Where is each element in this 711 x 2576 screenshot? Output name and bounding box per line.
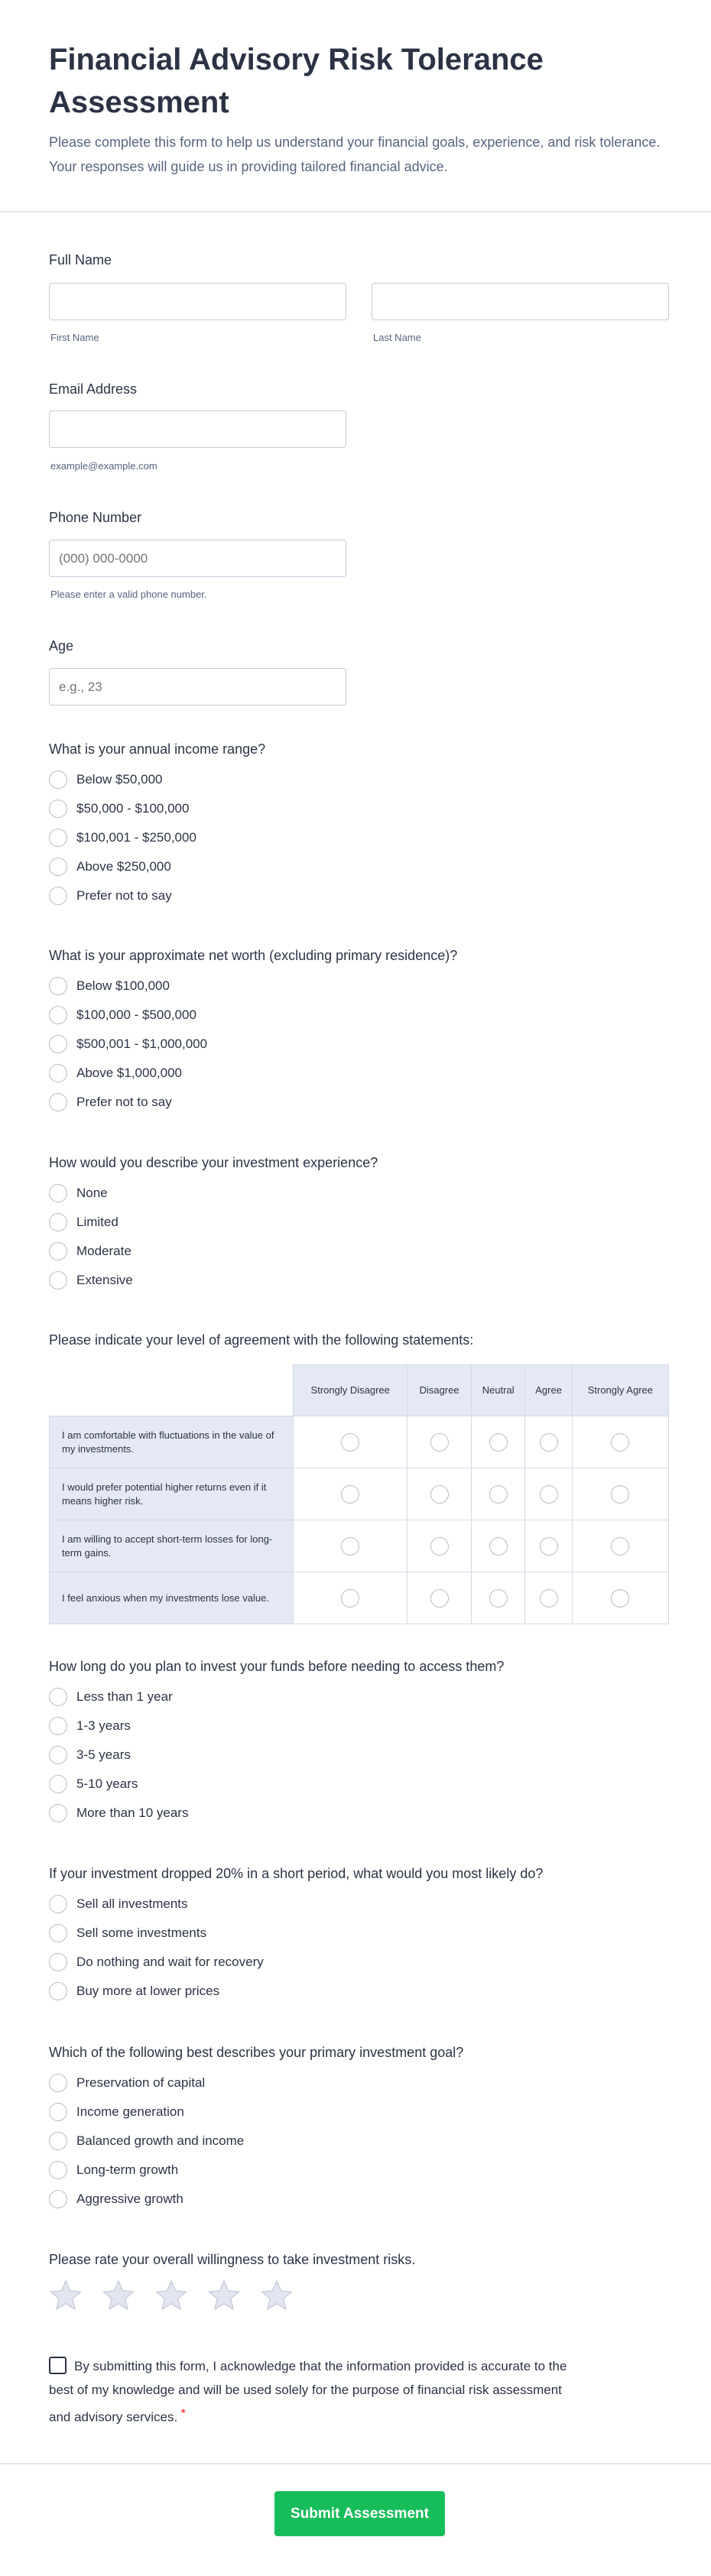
- phone-input[interactable]: [49, 540, 346, 577]
- radio-button[interactable]: [49, 1804, 67, 1822]
- star-icon[interactable]: [154, 2279, 188, 2312]
- rating-question: Please rate your overall willingness to take investment risks.: [49, 2252, 416, 2267]
- star-icon[interactable]: [102, 2279, 135, 2312]
- radio-button[interactable]: [611, 1589, 629, 1608]
- question-label: What is your annual income range?: [49, 741, 266, 757]
- net-worth-question: [49, 947, 457, 1117]
- email-helper: example@example.com: [50, 460, 157, 472]
- horizon-question: [49, 1658, 504, 1828]
- option-label: Sell all investments: [76, 1896, 188, 1911]
- radio-button[interactable]: [341, 1589, 359, 1608]
- radio-option[interactable]: [49, 2156, 463, 2185]
- consent-block: [49, 2354, 584, 2429]
- question-label: How long do you plan to invest your funds before needing to access them?: [49, 1659, 505, 1674]
- radio-button[interactable]: [49, 2132, 67, 2150]
- radio-button[interactable]: [49, 1242, 67, 1260]
- radio-option[interactable]: [49, 852, 265, 881]
- age-input[interactable]: [49, 668, 346, 706]
- radio-option[interactable]: [49, 1682, 504, 1711]
- radio-button[interactable]: [49, 1953, 67, 1971]
- radio-button[interactable]: [341, 1485, 359, 1504]
- matrix-column-header: Neutral: [471, 1365, 525, 1416]
- radio-button[interactable]: [49, 1213, 67, 1231]
- matrix-cell[interactable]: [572, 1416, 668, 1468]
- radio-option[interactable]: [49, 1919, 543, 1948]
- option-label: Above $1,000,000: [76, 1066, 183, 1080]
- radio-button[interactable]: [341, 1537, 359, 1556]
- page-title: Financial Advisory Risk Tolerance Assessment: [49, 43, 544, 119]
- radio-button[interactable]: [49, 1184, 67, 1202]
- radio-button[interactable]: [49, 2161, 67, 2179]
- radio-button[interactable]: [49, 858, 67, 876]
- radio-button[interactable]: [49, 977, 67, 995]
- radio-button[interactable]: [49, 1688, 67, 1706]
- radio-button[interactable]: [430, 1433, 449, 1452]
- option-label: Above $250,000: [76, 859, 171, 874]
- matrix-cell[interactable]: [471, 1572, 525, 1624]
- radio-button[interactable]: [49, 1775, 67, 1793]
- matrix-cell[interactable]: [471, 1520, 525, 1572]
- radio-option[interactable]: [49, 1711, 504, 1741]
- radio-button[interactable]: [49, 1006, 67, 1024]
- radio-option[interactable]: [49, 2185, 463, 2214]
- option-label: Buy more at lower prices: [76, 1984, 220, 1998]
- radio-option[interactable]: [49, 2097, 463, 2127]
- matrix-statement: I would prefer potential higher returns even if it means higher risk.: [50, 1468, 294, 1520]
- matrix-column-header: Disagree: [407, 1365, 472, 1416]
- consent-checkbox[interactable]: [49, 2357, 67, 2374]
- matrix-corner: [50, 1365, 294, 1416]
- matrix-cell[interactable]: [572, 1468, 668, 1520]
- radio-option[interactable]: [49, 1088, 457, 1117]
- matrix-column-header: Strongly Agree: [572, 1365, 668, 1416]
- radio-option[interactable]: [49, 1266, 378, 1295]
- option-label: Income generation: [76, 2104, 184, 2119]
- option-label: $50,000 - $100,000: [76, 801, 190, 816]
- email-input[interactable]: [49, 410, 346, 448]
- goal-question: [49, 2044, 463, 2214]
- radio-option[interactable]: [49, 1948, 543, 1977]
- matrix-statement: I feel anxious when my investments lose value.: [50, 1572, 294, 1624]
- radio-option[interactable]: [49, 1977, 543, 2006]
- star-icon[interactable]: [207, 2279, 241, 2312]
- radio-button[interactable]: [49, 1746, 67, 1764]
- matrix-cell[interactable]: [572, 1572, 668, 1624]
- header-divider: [0, 211, 711, 213]
- option-label: Less than 1 year: [76, 1689, 173, 1704]
- option-label: $100,001 - $250,000: [76, 830, 196, 845]
- matrix-row: [50, 1520, 669, 1572]
- radio-button[interactable]: [49, 829, 67, 847]
- radio-button[interactable]: [341, 1433, 359, 1452]
- option-label: None: [76, 1186, 108, 1200]
- radio-button[interactable]: [611, 1485, 629, 1504]
- matrix-cell[interactable]: [407, 1468, 472, 1520]
- radio-button[interactable]: [540, 1433, 558, 1452]
- matrix-column-header: Agree: [525, 1365, 572, 1416]
- radio-button[interactable]: [489, 1433, 508, 1452]
- matrix-cell[interactable]: [525, 1572, 572, 1624]
- star-rating: [49, 2279, 313, 2312]
- option-label: $500,001 - $1,000,000: [76, 1037, 208, 1051]
- full-name-label: Full Name: [49, 252, 112, 268]
- matrix-cell[interactable]: [407, 1572, 472, 1624]
- option-label: Sell some investments: [76, 1926, 207, 1940]
- question-label: How would you describe your investment experience?: [49, 1155, 378, 1170]
- matrix-row: [50, 1468, 669, 1520]
- radio-option[interactable]: [49, 881, 265, 910]
- phone-label: Phone Number: [49, 510, 142, 525]
- radio-button[interactable]: [49, 771, 67, 789]
- option-label: Below $100,000: [76, 978, 170, 993]
- radio-button[interactable]: [49, 800, 67, 818]
- matrix-cell[interactable]: [572, 1520, 668, 1572]
- star-icon[interactable]: [260, 2279, 294, 2312]
- radio-button[interactable]: [49, 1271, 67, 1290]
- submit-button[interactable]: Submit Assessment: [274, 2491, 445, 2536]
- matrix-cell[interactable]: [407, 1416, 472, 1468]
- radio-option[interactable]: [49, 823, 265, 852]
- matrix-cell[interactable]: [471, 1468, 525, 1520]
- radio-button[interactable]: [430, 1589, 449, 1608]
- option-label: Limited: [76, 1215, 118, 1229]
- radio-option[interactable]: [49, 1179, 378, 1208]
- matrix-cell[interactable]: [407, 1520, 472, 1572]
- last-name-sublabel: Last Name: [373, 332, 421, 343]
- question-label: Which of the following best describes your primary investment goal?: [49, 2045, 464, 2060]
- drop-question: [49, 1865, 543, 2006]
- radio-button[interactable]: [540, 1537, 558, 1556]
- radio-option[interactable]: [49, 2127, 463, 2156]
- radio-button[interactable]: [49, 2074, 67, 2092]
- radio-button[interactable]: [49, 1895, 67, 1913]
- radio-option[interactable]: [49, 1799, 504, 1828]
- first-name-sublabel: First Name: [50, 332, 99, 343]
- option-label: 5-10 years: [76, 1776, 138, 1791]
- radio-button[interactable]: [540, 1485, 558, 1504]
- age-label: Age: [49, 638, 74, 654]
- radio-button[interactable]: [49, 1717, 67, 1735]
- income-question: [49, 741, 265, 910]
- matrix-row: [50, 1416, 669, 1468]
- matrix-cell[interactable]: [525, 1520, 572, 1572]
- required-mark: *: [180, 2407, 186, 2419]
- radio-button[interactable]: [489, 1485, 508, 1504]
- phone-helper: Please enter a valid phone number.: [50, 589, 207, 600]
- radio-option[interactable]: [49, 2068, 463, 2097]
- agreement-matrix: [49, 1364, 669, 1624]
- option-label: $100,000 - $500,000: [76, 1007, 196, 1022]
- radio-button[interactable]: [611, 1433, 629, 1452]
- matrix-row: [50, 1572, 669, 1624]
- radio-button[interactable]: [49, 887, 67, 905]
- matrix-question: Please indicate your level of agreement with the following statements:: [49, 1332, 474, 1348]
- radio-button[interactable]: [430, 1485, 449, 1504]
- radio-button[interactable]: [430, 1537, 449, 1556]
- option-label: 3-5 years: [76, 1747, 131, 1762]
- radio-button[interactable]: [49, 1982, 67, 2000]
- radio-option[interactable]: [49, 1059, 457, 1088]
- radio-option[interactable]: [49, 1770, 504, 1799]
- radio-button[interactable]: [489, 1537, 508, 1556]
- radio-option[interactable]: [49, 972, 457, 1001]
- radio-button[interactable]: [49, 2103, 67, 2121]
- radio-option[interactable]: [49, 1741, 504, 1770]
- radio-option[interactable]: [49, 1208, 378, 1237]
- matrix-statement: I am comfortable with fluctuations in the value of my investments.: [50, 1416, 294, 1468]
- radio-button[interactable]: [49, 2190, 67, 2208]
- option-label: Extensive: [76, 1273, 133, 1287]
- option-label: Moderate: [76, 1244, 131, 1258]
- radio-button[interactable]: [49, 1064, 67, 1082]
- footer-divider: [0, 2463, 711, 2464]
- radio-button[interactable]: [49, 1924, 67, 1942]
- email-label: Email Address: [49, 381, 138, 397]
- radio-option[interactable]: [49, 1001, 457, 1030]
- radio-option[interactable]: [49, 1030, 457, 1059]
- radio-button[interactable]: [489, 1589, 508, 1608]
- radio-option[interactable]: [49, 765, 265, 794]
- option-label: Below $50,000: [76, 772, 163, 787]
- matrix-column-header: Strongly Disagree: [294, 1365, 407, 1416]
- option-label: Prefer not to say: [76, 1095, 172, 1109]
- radio-button[interactable]: [611, 1537, 629, 1556]
- option-label: Balanced growth and income: [76, 2133, 245, 2148]
- star-icon[interactable]: [49, 2279, 83, 2312]
- page-description: Please complete this form to help us understand your financial goals, experience, and risk tolerance. Your responses will guide us in providing tailored financial advice.: [49, 135, 661, 174]
- matrix-cell[interactable]: [525, 1416, 572, 1468]
- option-label: More than 10 years: [76, 1805, 189, 1820]
- first-name-input[interactable]: [49, 283, 346, 320]
- radio-button[interactable]: [49, 1093, 67, 1111]
- matrix-cell[interactable]: [471, 1416, 525, 1468]
- matrix-cell[interactable]: [294, 1572, 407, 1624]
- matrix-cell[interactable]: [294, 1520, 407, 1572]
- radio-option[interactable]: [49, 1890, 543, 1919]
- radio-option[interactable]: [49, 1237, 378, 1266]
- last-name-input[interactable]: [372, 283, 669, 320]
- matrix-cell[interactable]: [294, 1468, 407, 1520]
- option-label: Long-term growth: [76, 2162, 179, 2177]
- option-label: Prefer not to say: [76, 888, 172, 903]
- matrix-cell[interactable]: [525, 1468, 572, 1520]
- question-label: What is your approximate net worth (excluding primary residence)?: [49, 948, 458, 963]
- matrix-cell[interactable]: [294, 1416, 407, 1468]
- consent-text: By submitting this form, I acknowledge that the information provided is accurate to the best of my knowledge and will be used solely for the purpose of financial risk assessment and advisory services.: [49, 2359, 567, 2425]
- option-label: Do nothing and wait for recovery: [76, 1955, 264, 1969]
- radio-button[interactable]: [540, 1589, 558, 1608]
- experience-question: [49, 1154, 378, 1295]
- option-label: 1-3 years: [76, 1718, 131, 1733]
- form-header: [49, 38, 676, 179]
- option-label: Aggressive growth: [76, 2192, 183, 2206]
- option-label: Preservation of capital: [76, 2075, 206, 2090]
- matrix-statement: I am willing to accept short-term losses for long-term gains.: [50, 1520, 294, 1572]
- radio-option[interactable]: [49, 794, 265, 823]
- radio-button[interactable]: [49, 1035, 67, 1053]
- question-label: If your investment dropped 20% in a short period, what would you most likely do?: [49, 1866, 544, 1881]
